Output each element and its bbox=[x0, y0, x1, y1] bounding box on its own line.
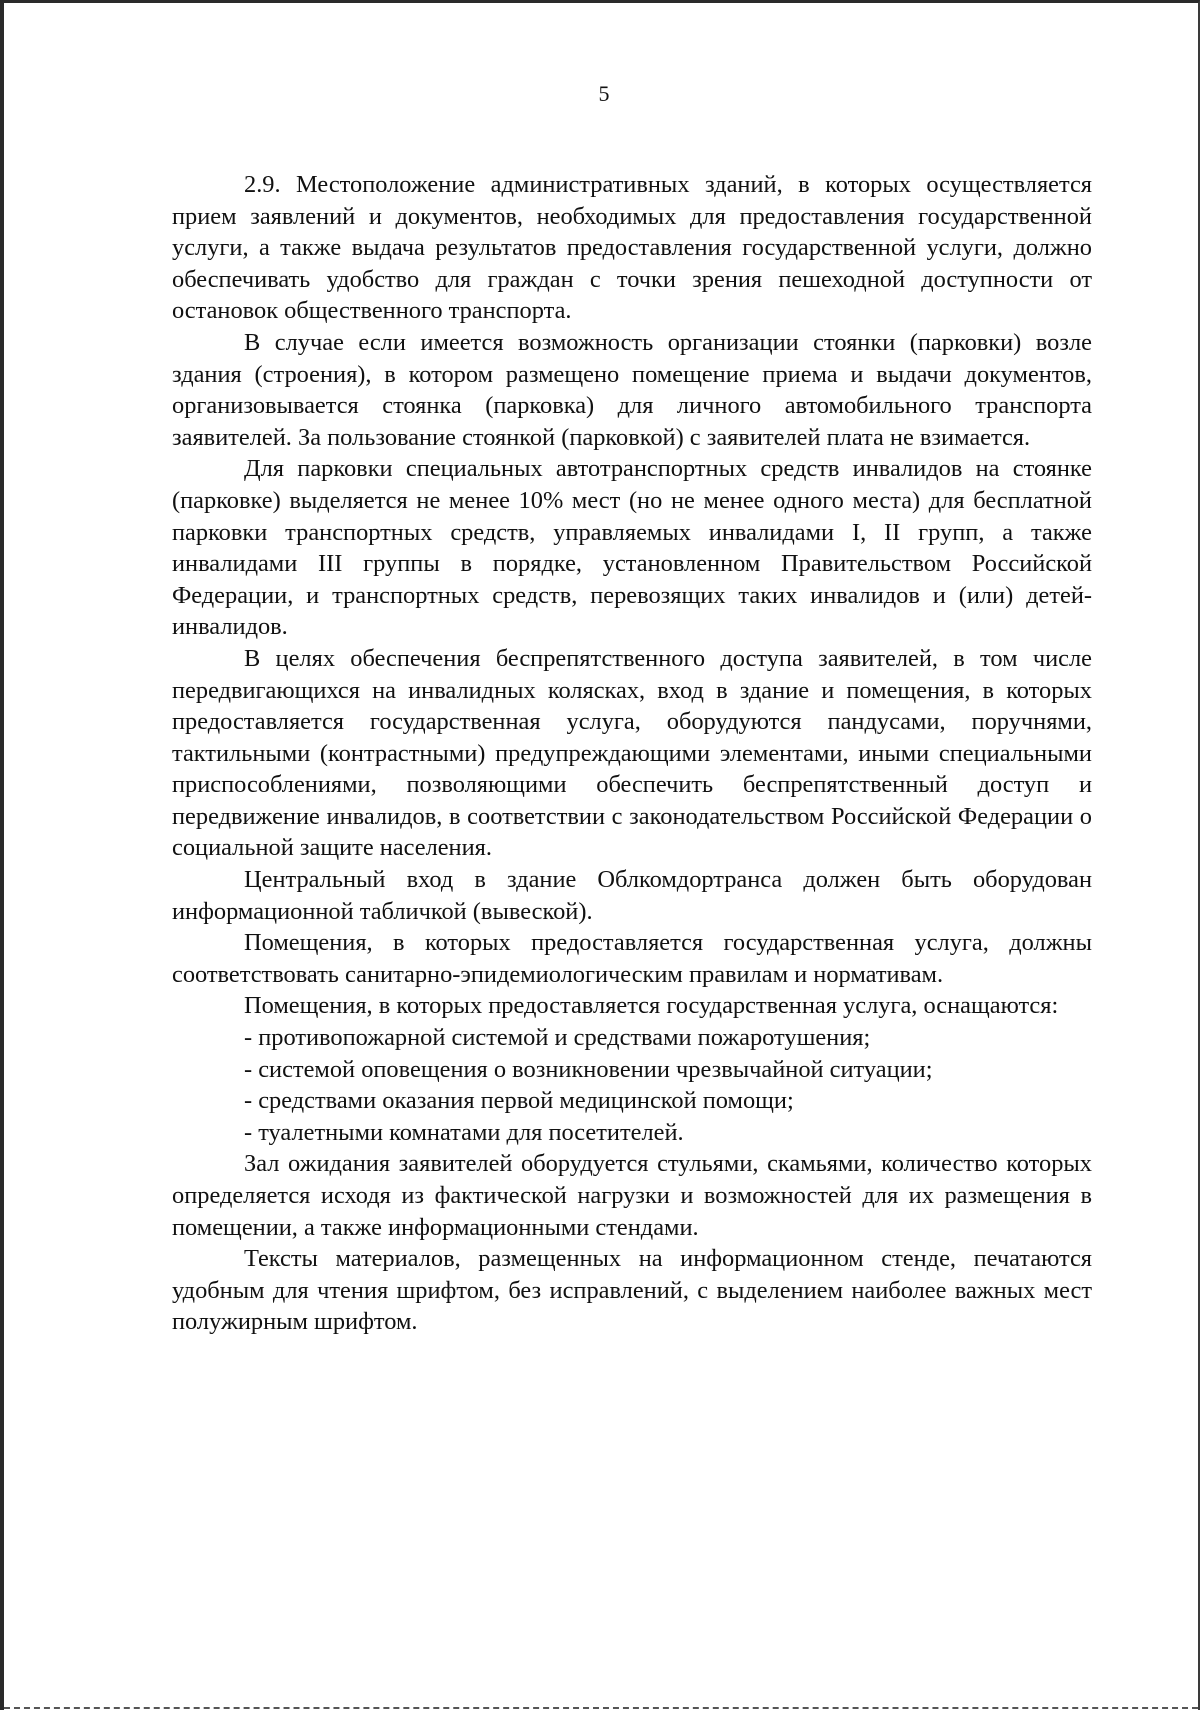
paragraph-info-stand-texts: Тексты материалов, размещенных на информационном стенде, печатаются удобным для чтения шрифтом, без исправлений, с выделением наиболее важных мест полужирным шрифтом. bbox=[172, 1245, 1092, 1336]
paragraph-location-of-buildings: 2.9. Местоположение административных зданий, в которых осуществляется прием заявлений и документов, необходимых для предоставления государственной услуги, а также выдача результатов предоставления государственной услуги, должно обеспечивать удобство для граждан с точки зрения пешеходной доступности от остановок общественного транспорта. bbox=[172, 171, 1092, 325]
paragraph-disabled-parking: Для парковки специальных автотранспортных средств инвалидов на стоянке (парковке) выделяется не менее 10% мест (но не менее одного места) для бесплатной парковки транспортных средств, управляемых инвалидами I, II групп, а также инвалидами III группы в порядке, установленном Правительством Российской Федерации, и транспортных средств, перевозящих таких инвалидов и (или) детей-инвалидов. bbox=[172, 455, 1092, 641]
paragraph-waiting-hall: Зал ожидания заявителей оборудуется стульями, скамьями, количество которых определяется исходя из фактической нагрузки и возможностей для их размещения в помещении, а также информационными стендами. bbox=[172, 1150, 1092, 1241]
paragraph-parking: В случае если имеется возможность организации стоянки (парковки) возле здания (строения), в котором размещено помещение приема и выдачи документов, организовывается стоянка (парковка) для личного автомобильного транспорта заявителей. За пользование стоянкой (парковкой) с заявителей плата не взимается. bbox=[172, 328, 1092, 451]
document-body bbox=[172, 169, 1092, 1338]
list-item-restrooms: - туалетными комнатами для посетителей. bbox=[244, 1118, 684, 1146]
list-item-first-aid: - средствами оказания первой медицинской помощи; bbox=[244, 1087, 794, 1115]
paragraph-sanitary-rules: Помещения, в которых предоставляется государственная услуга, должны соответствовать санитарно-эпидемиологическим правилам и нормативам. bbox=[172, 929, 1092, 988]
paragraph-equipment-intro: Помещения, в которых предоставляется государственная услуга, оснащаются: bbox=[244, 992, 1059, 1020]
paragraph-entrance-sign: Центральный вход в здание Облкомдортранса должен быть оборудован информационной табличкой (вывеской). bbox=[172, 866, 1092, 925]
page-bottom-edge bbox=[4, 1707, 1198, 1709]
page-number: 5 bbox=[598, 81, 610, 106]
list-item-fire-safety: - противопожарной системой и средствами пожаротушения; bbox=[244, 1024, 871, 1052]
list-item-emergency-alert: - системой оповещения о возникновении чрезвычайной ситуации; bbox=[244, 1055, 933, 1083]
paragraph-accessibility: В целях обеспечения беспрепятственного доступа заявителей, в том числе передвигающихся на инвалидных колясках, вход в здание и помещения, в которых предоставляется государственная услуга, оборудуются пандусами, поручнями, тактильными (контрастными) предупреждающими элементами, иными специальными приспособлениями, позволяющими обеспечить беспрепятственный доступ и передвижение инвалидов, в соответствии с законодательством Российской Федерации о социальной защите населения. bbox=[172, 644, 1092, 862]
